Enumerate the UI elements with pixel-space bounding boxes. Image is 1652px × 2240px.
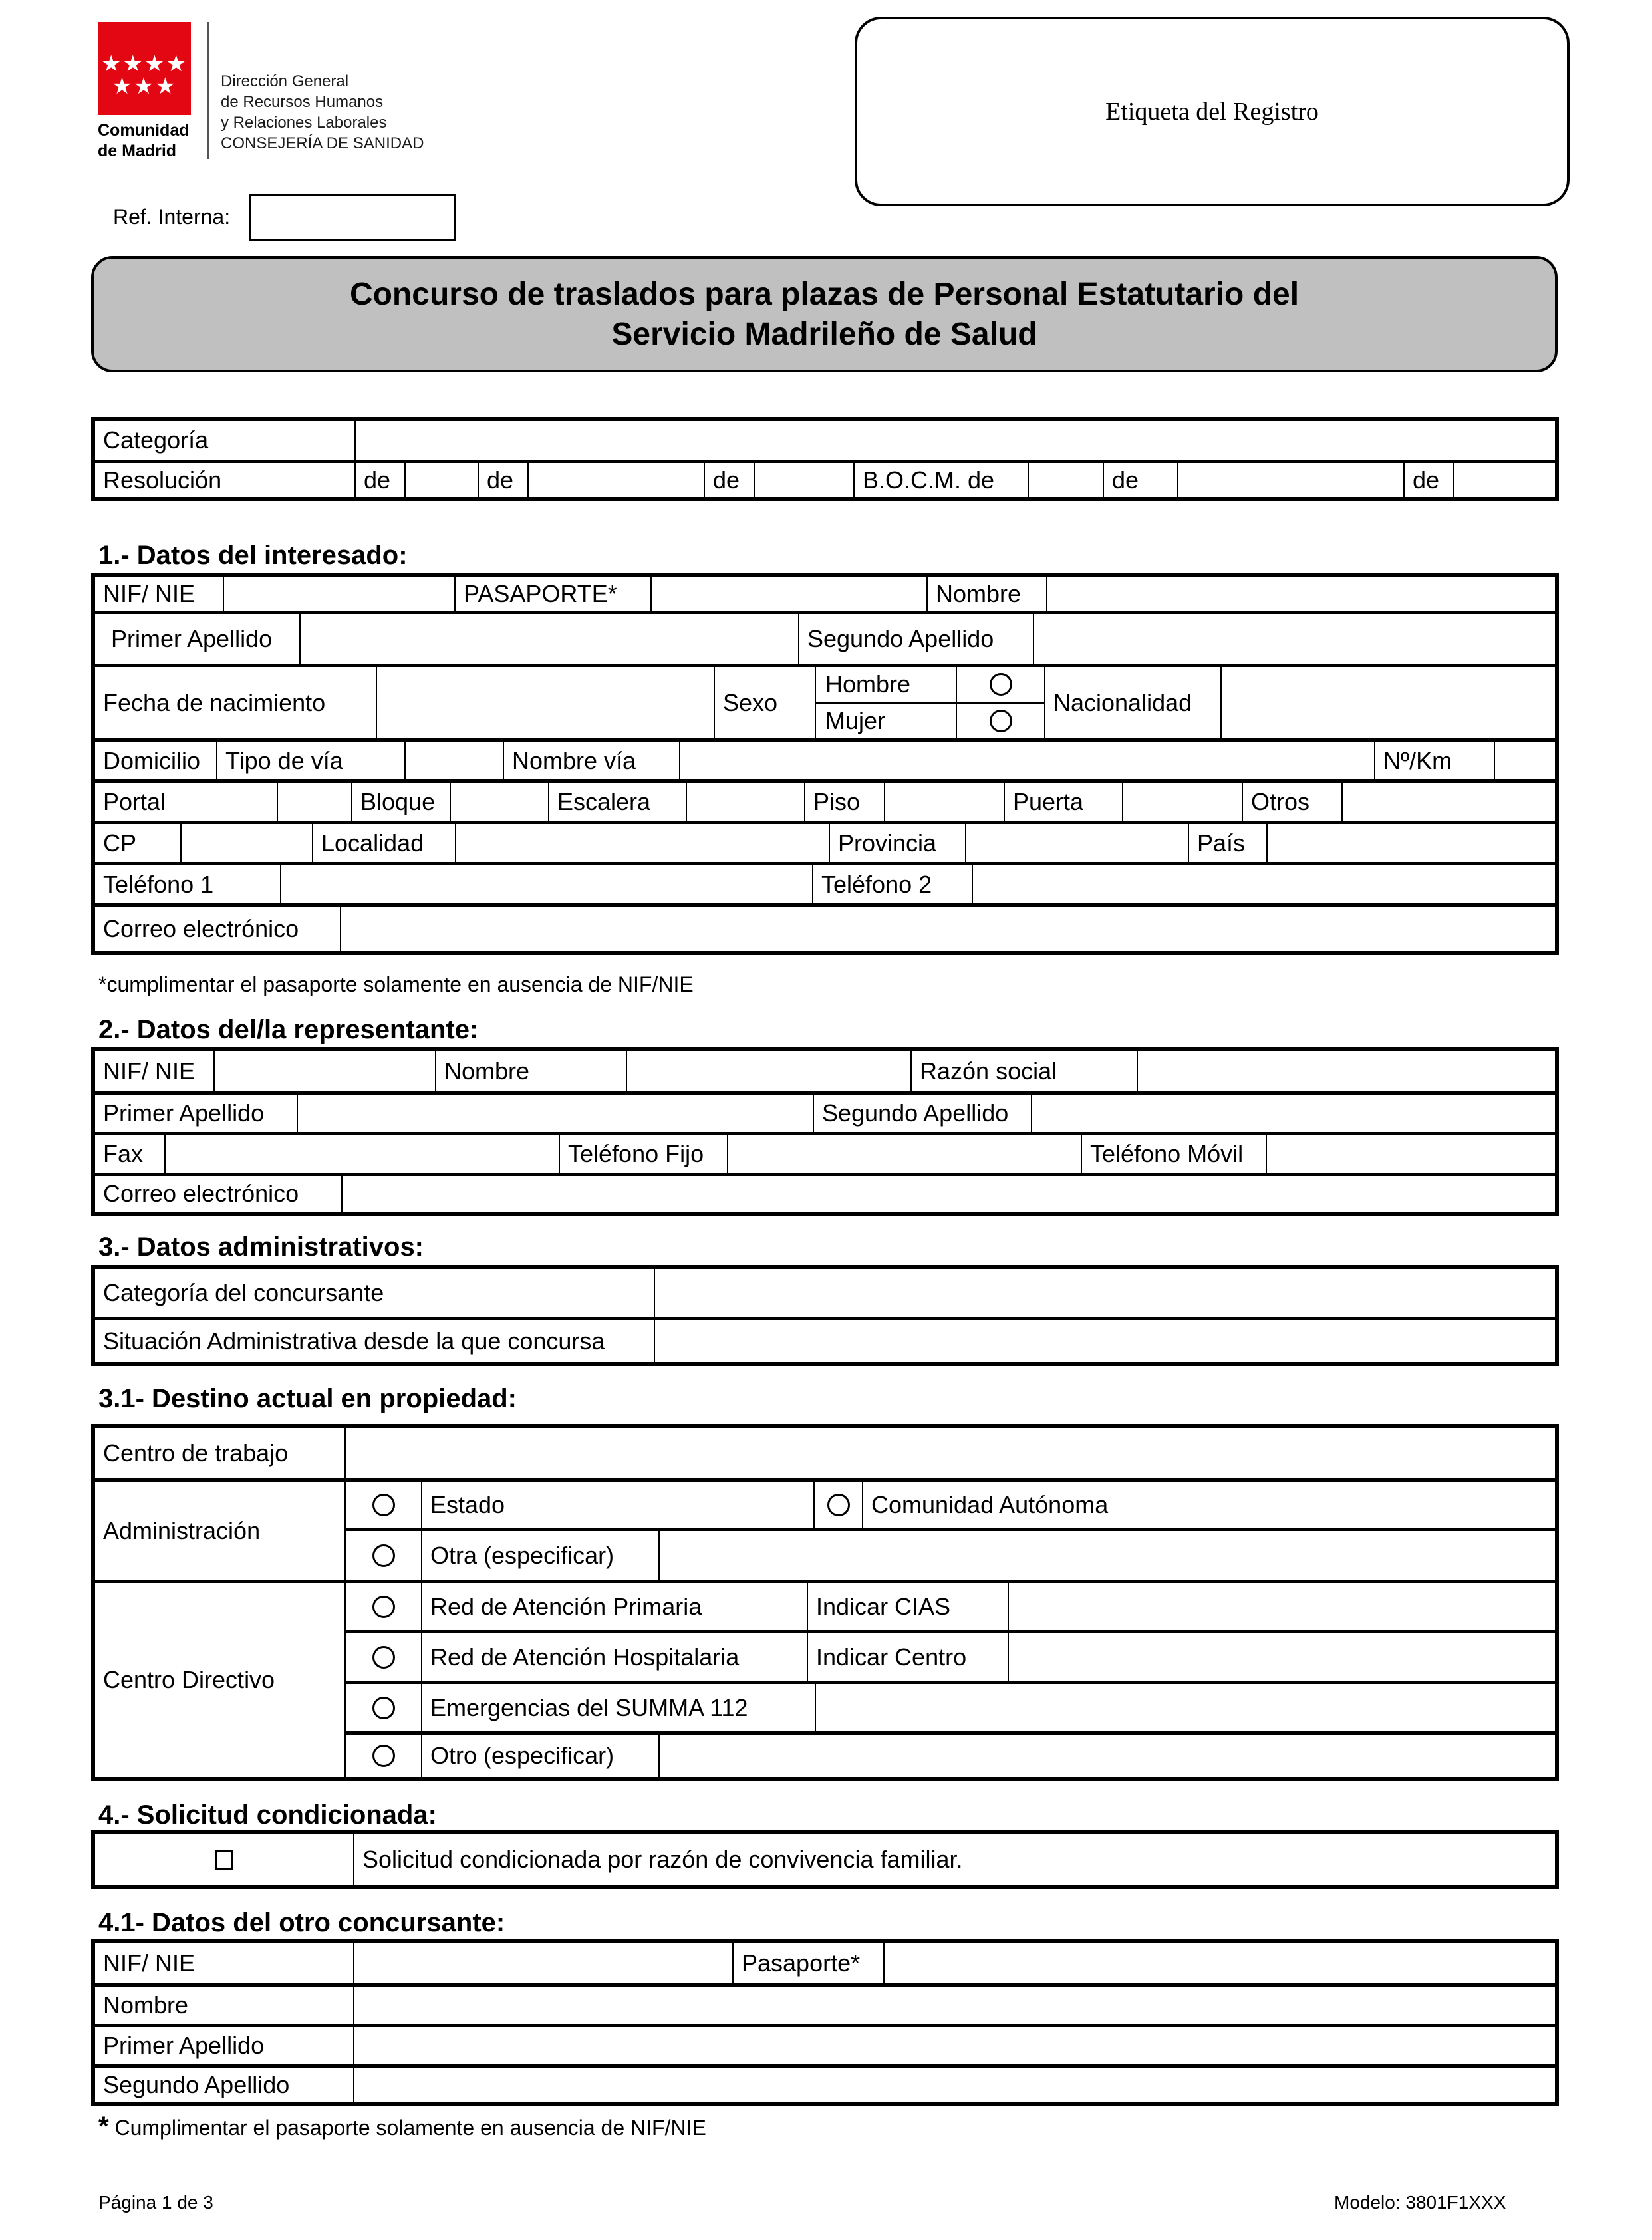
categoria-concursante-row [95,1269,1555,1317]
otro-nombre-row [95,1983,1555,2024]
categoria-row [95,421,1555,460]
hombre-label: Hombre [825,670,911,698]
escalera-label: Escalera [548,783,686,821]
registry-label-box [855,17,1570,206]
primaria-row [344,1583,1555,1633]
otro-input[interactable] [658,1735,1555,1777]
department-name: Dirección General de Recursos Humanos y Relaciones Laborales CONSEJERÍA DE SANIDAD [221,72,424,152]
segundo-apellido-input[interactable] [1033,614,1555,664]
modelo-code: Modelo: 3801F1XXX [1334,2192,1506,2213]
nif-label: NIF/ NIE [103,580,196,607]
comunidad-radio[interactable] [813,1482,862,1528]
otro-segundo-apellido-row [95,2064,1555,2102]
interesado-row-domicilio [95,738,1555,779]
hospitalaria-row [344,1633,1555,1684]
otro-id-row [95,1943,1555,1983]
razon-social-input[interactable] [1137,1051,1555,1091]
otro-nombre-label: Nombre [103,1991,189,2019]
situacion-row [95,1317,1555,1362]
otra-radio[interactable] [346,1531,421,1580]
otra-input[interactable] [658,1531,1555,1580]
cias-input[interactable] [1008,1583,1555,1630]
rep-nombre-input[interactable] [626,1051,910,1091]
telefono2-input[interactable] [972,865,1555,903]
centro-directivo-block [95,1580,1555,1777]
rep-correo-label: Correo electrónico [103,1180,299,1207]
otro-radio[interactable] [346,1735,421,1777]
hospitalaria-radio[interactable] [346,1633,421,1681]
cias-label: Indicar CIAS [807,1583,1008,1630]
resolucion-label: Resolución [103,466,222,493]
pais-label: País [1188,824,1266,862]
otro-concursante-table [91,1939,1559,2106]
domicilio-label: Domicilio [103,746,201,774]
otros-input[interactable] [1341,783,1555,821]
fecha-nacimiento-label: Fecha de nacimiento [103,688,326,716]
logo-name: Comunidad de Madrid [98,121,190,160]
condicionada-checkbox[interactable] [95,1834,353,1885]
tipo-via-label: Tipo de vía [216,742,404,779]
bloque-input[interactable] [450,783,548,821]
sexo-label: Sexo [714,667,815,738]
otro-pasaporte-footnote: * Cumplimentar el pasaporte solamente en ausencia de NIF/NIE [98,2112,706,2141]
cp-input[interactable] [180,824,312,862]
otra-label: Otra (especificar) [421,1531,658,1580]
registry-label-text: Etiqueta del Registro [1105,97,1319,126]
localidad-input[interactable] [455,824,829,862]
centro-directivo-label: Centro Directivo [103,1666,275,1693]
ref-interna-field[interactable] [251,196,454,239]
interesado-row-apellidos [95,611,1555,664]
correo-label: Correo electrónico [103,914,299,942]
nombre-via-input[interactable] [679,742,1374,779]
centro-trabajo-label: Centro de trabajo [103,1439,289,1467]
interesado-row-portal [95,779,1555,821]
interesado-row-correo [95,903,1555,951]
comunidad-madrid-logo [98,22,191,115]
situacion-input[interactable] [654,1320,1555,1362]
section2-title: 2.- Datos del/la representante: [98,1015,479,1044]
fax-label: Fax [103,1140,144,1167]
rep-segundo-apellido-label: Segundo Apellido [813,1095,1031,1132]
hombre-radio[interactable] [956,667,1044,702]
otro-primer-apellido-row [95,2024,1555,2064]
bocm-label: B.O.C.M. de [853,463,1028,497]
administracion-row-1 [344,1482,1555,1531]
section3-title: 3.- Datos administrativos: [98,1232,424,1262]
otro-segundo-apellido-label: Segundo Apellido [103,2070,290,2098]
interesado-row-telefono [95,862,1555,903]
rep-segundo-apellido-input[interactable] [1031,1095,1555,1132]
otro-nombre-input[interactable] [353,1987,1555,2024]
summa-row [344,1684,1555,1735]
representante-row-telefonos [95,1132,1555,1173]
radio-icon [990,710,1012,732]
representante-table [91,1047,1559,1216]
tipo-via-input[interactable] [404,742,503,779]
otro-nif-input[interactable] [353,1943,732,1983]
comunidad-label: Comunidad Autónoma [862,1482,1555,1528]
representante-row-correo [95,1173,1555,1212]
summa-label: Emergencias del SUMMA 112 [421,1684,815,1731]
estado-label: Estado [421,1482,813,1528]
administrativos-table [91,1265,1559,1366]
representante-row-apellidos [95,1091,1555,1132]
radio-icon [827,1494,850,1516]
estado-radio[interactable] [346,1482,421,1528]
telefono1-label: Teléfono 1 [103,870,214,898]
resolucion-year-input[interactable] [754,463,853,497]
administracion-row-2 [344,1531,1555,1580]
nacionalidad-input[interactable] [1220,667,1555,738]
primer-apellido-input[interactable] [299,614,798,664]
radio-icon [372,1697,395,1719]
categoria-label: Categoría [103,426,209,454]
section4-title: 4.- Solicitud condicionada: [98,1800,437,1830]
section31-title: 3.1- Destino actual en propiedad: [98,1384,517,1413]
radio-icon [372,1745,395,1767]
puerta-input[interactable] [1122,783,1242,821]
otro-pasaporte-input[interactable] [883,1943,1555,1983]
section41-title: 4.1- Datos del otro concursante: [98,1908,505,1937]
primaria-label: Red de Atención Primaria [421,1583,807,1630]
form-title: Concurso de traslados para plazas de Personal Estatutario del Servicio Madrileño de Salud [91,256,1558,372]
hospitalaria-label: Red de Atención Hospitalaria [421,1633,807,1681]
radio-icon [372,1596,395,1618]
bocm-de-2: de [1403,463,1453,497]
otro-label: Otro (especificar) [421,1735,658,1777]
situacion-label: Situación Administrativa desde la que concursa [103,1327,605,1355]
interesado-row-nacimiento [95,664,1555,738]
nombre-input[interactable] [1046,577,1555,611]
otros-label: Otros [1242,783,1341,821]
mujer-radio[interactable] [956,704,1044,738]
razon-social-label: Razón social [910,1051,1137,1091]
page-number: Página 1 de 3 [98,2192,213,2213]
rep-correo-input[interactable] [341,1176,1555,1212]
radio-icon [372,1544,395,1567]
categoria-concursante-input[interactable] [654,1269,1555,1317]
mujer-label: Mujer [825,707,886,734]
resolucion-de-2: de [478,463,527,497]
logo-stars-icon: ★★★★ ★★★ [101,51,188,99]
otro-primer-apellido-label: Primer Apellido [103,2032,265,2059]
provincia-input[interactable] [965,824,1188,862]
otro-nif-label: NIF/ NIE [103,1949,196,1977]
primaria-radio[interactable] [346,1583,421,1630]
pais-input[interactable] [1266,824,1555,862]
convocatoria-table [91,417,1559,501]
correo-input[interactable] [340,907,1555,951]
nif-input[interactable] [223,577,454,611]
logo-divider [207,22,209,159]
numkm-label: Nº/Km [1374,742,1494,779]
fecha-nacimiento-input[interactable] [376,667,714,738]
telefono2-label: Teléfono 2 [812,865,972,903]
summa-input[interactable] [815,1684,1555,1731]
resolucion-day-input[interactable] [404,463,478,497]
portal-input[interactable] [277,783,351,821]
portal-label: Portal [103,787,166,815]
ref-interna-input[interactable] [249,194,456,241]
radio-icon [372,1494,395,1516]
representante-row-id [95,1051,1555,1091]
otro-segundo-apellido-input[interactable] [353,2068,1555,2102]
condicionada-label: Solicitud condicionada por razón de convivencia familiar. [353,1834,1555,1885]
pasaporte-input[interactable] [650,577,926,611]
interesado-table [91,573,1559,955]
radio-icon [372,1646,395,1669]
telefono-movil-label: Teléfono Móvil [1081,1135,1266,1173]
puerta-label: Puerta [1004,783,1122,821]
summa-radio[interactable] [346,1684,421,1731]
rep-nif-input[interactable] [213,1051,435,1091]
bocm-month-input[interactable] [1177,463,1403,497]
resolucion-de-3: de [704,463,754,497]
nombre-via-label: Nombre vía [503,742,679,779]
section1-title: 1.- Datos del interesado: [98,541,408,570]
provincia-label: Provincia [829,824,965,862]
resolucion-row [95,460,1555,497]
numkm-input[interactable] [1494,742,1555,779]
bocm-year-input[interactable] [1453,463,1555,497]
nacionalidad-label: Nacionalidad [1044,667,1220,738]
escalera-input[interactable] [686,783,804,821]
telefono1-input[interactable] [280,865,812,903]
cp-label: CP [103,829,137,857]
pasaporte-footnote: *cumplimentar el pasaporte solamente en ausencia de NIF/NIE [98,972,694,996]
telefono-movil-input[interactable] [1266,1135,1555,1173]
condicionada-row [95,1834,1555,1885]
rep-nif-label: NIF/ NIE [103,1057,196,1085]
rep-nombre-label: Nombre [435,1051,626,1091]
condicionada-table [91,1830,1559,1889]
localidad-label: Localidad [312,824,455,862]
piso-input[interactable] [884,783,1004,821]
rep-primer-apellido-input[interactable] [297,1095,813,1132]
otro-row [344,1735,1555,1777]
centro-trabajo-input[interactable] [344,1428,1555,1478]
bloque-label: Bloque [351,783,450,821]
rep-primer-apellido-label: Primer Apellido [103,1099,265,1127]
interesado-row-cp [95,821,1555,862]
categoria-input[interactable] [354,421,1555,460]
otro-pasaporte-label: Pasaporte* [732,1943,883,1983]
piso-label: Piso [804,783,884,821]
interesado-row-id [95,577,1555,611]
otro-primer-apellido-input[interactable] [353,2027,1555,2064]
segundo-apellido-label: Segundo Apellido [798,614,1033,664]
pasaporte-label: PASAPORTE* [454,577,650,611]
sexo-options [815,667,1044,738]
checkbox-icon [215,1850,233,1870]
fax-input[interactable] [164,1135,559,1173]
bocm-day-input[interactable] [1028,463,1103,497]
administracion-block [95,1478,1555,1580]
telefono-fijo-label: Teléfono Fijo [559,1135,727,1173]
resolucion-month-input[interactable] [527,463,704,497]
resolucion-de-1: de [354,463,404,497]
radio-icon [990,673,1012,696]
destino-table [91,1424,1559,1781]
centro-trabajo-row [95,1428,1555,1478]
telefono-fijo-input[interactable] [727,1135,1081,1173]
categoria-concursante-label: Categoría del concursante [103,1279,384,1306]
indicar-centro-input[interactable] [1008,1633,1555,1681]
indicar-centro-label: Indicar Centro [807,1633,1008,1681]
primer-apellido-label: Primer Apellido [111,625,273,652]
nombre-label: Nombre [926,577,1046,611]
administracion-label: Administración [103,1516,261,1544]
ref-interna-label: Ref. Interna: [113,205,231,229]
bocm-de-1: de [1103,463,1177,497]
